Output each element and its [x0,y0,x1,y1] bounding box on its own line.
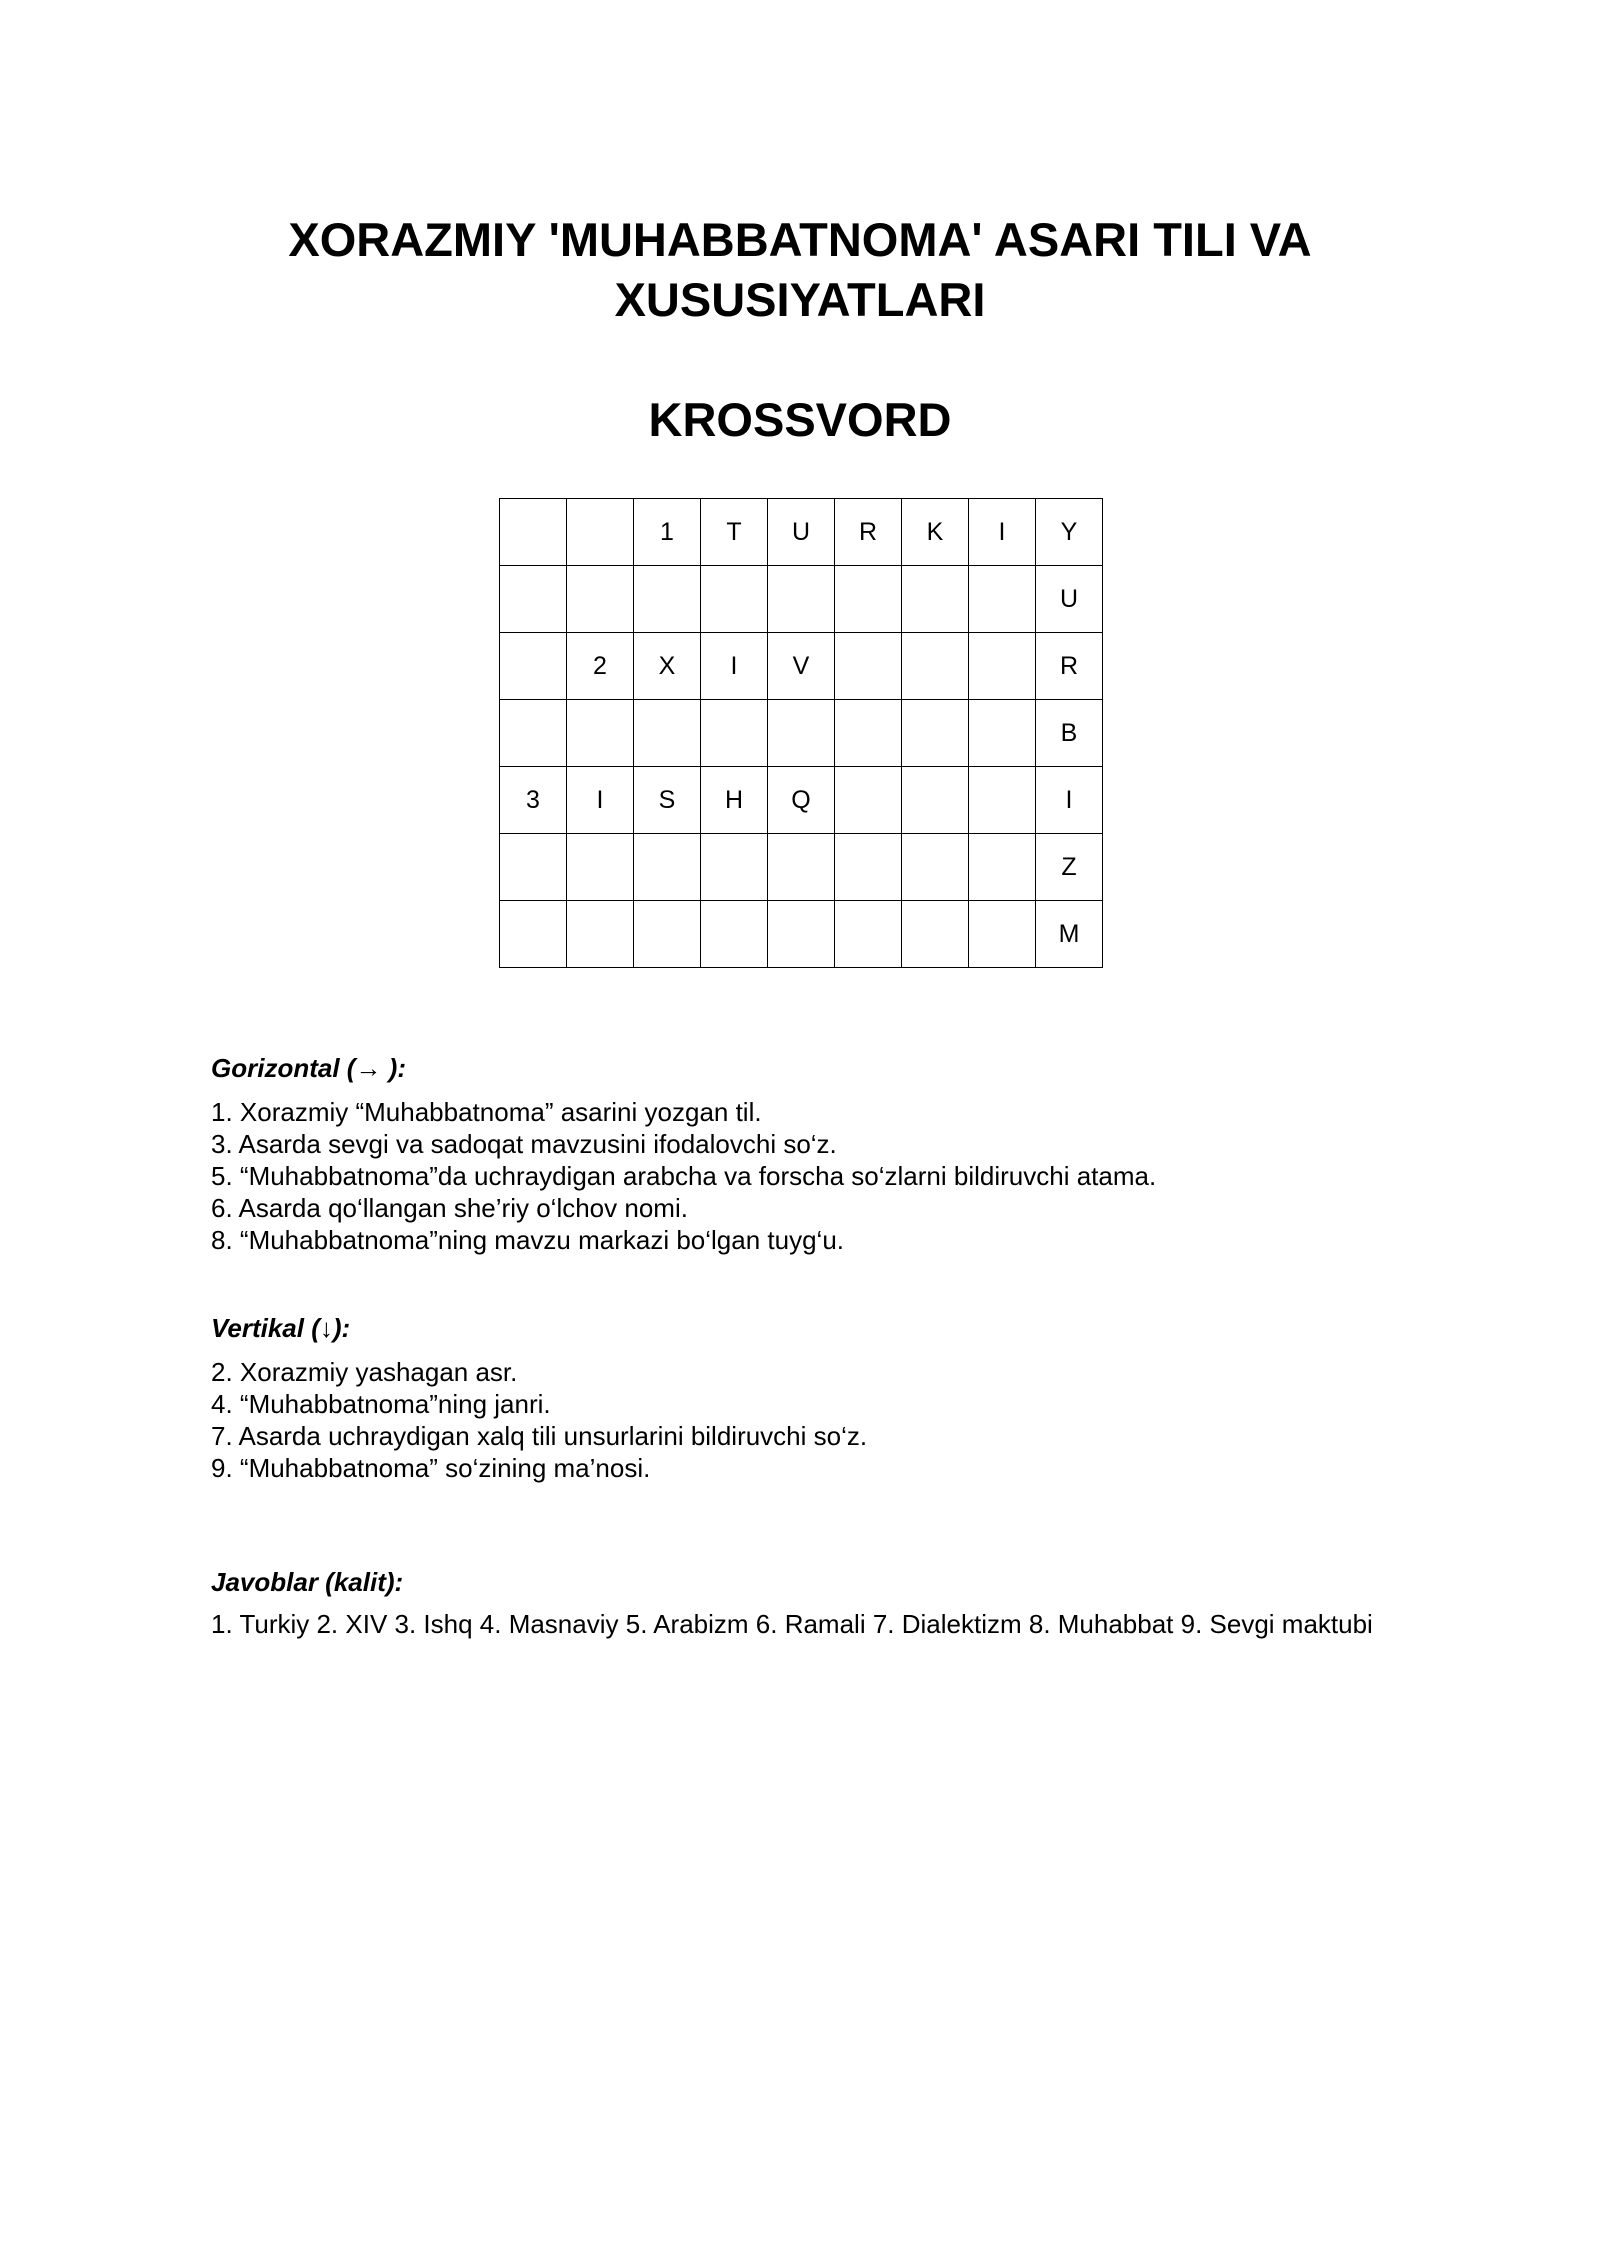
grid-cell [567,499,634,566]
grid-cell: I [701,633,768,700]
document-title: XORAZMIY 'MUHABBATNOMA' ASARI TILI VA XUSUSIYATLARI [288,213,1312,326]
grid-cell [701,566,768,633]
grid-row [500,633,1103,700]
grid-cell [902,901,969,968]
grid-row [500,901,1103,968]
grid-cell [567,566,634,633]
grid-cell: R [1036,633,1103,700]
grid-cell [835,901,902,968]
clue-item: 9. “Muhabbatnoma” so‘zining ma’nosi. [211,1453,651,1483]
grid-cell: X [634,633,701,700]
grid-cell [701,834,768,901]
grid-cell: I [567,767,634,834]
clue-item: 4. “Muhabbatnoma”ning janri. [211,1389,551,1419]
grid-cell [701,901,768,968]
grid-cell [969,566,1036,633]
grid-cell [634,834,701,901]
grid-cell: Q [768,767,835,834]
grid-cell [500,633,567,700]
crossword-grid [499,498,1103,968]
grid-cell [969,767,1036,834]
grid-cell: U [768,499,835,566]
grid-cell [902,700,969,767]
grid-row [500,566,1103,633]
grid-cell: K [902,499,969,566]
grid-row [500,700,1103,767]
grid-cell: I [1036,767,1103,834]
grid-cell: B [1036,700,1103,767]
grid-cell [835,566,902,633]
grid-cell [768,834,835,901]
grid-cell [835,700,902,767]
clue-item: 6. Asarda qo‘llangan she’riy o‘lchov nomi. [211,1193,688,1223]
grid-cell [902,767,969,834]
grid-cell [835,767,902,834]
grid-cell [500,901,567,968]
grid-cell [969,633,1036,700]
grid-cell [701,700,768,767]
grid-cell: H [701,767,768,834]
grid-cell [768,700,835,767]
grid-cell [969,834,1036,901]
grid-cell [567,834,634,901]
grid-cell [768,566,835,633]
clue-item: 2. Xorazmiy yashagan asr. [211,1357,518,1387]
grid-cell: R [835,499,902,566]
grid-cell [902,834,969,901]
crossword-grid-body [500,499,1103,968]
horizontal-heading: Gorizontal (→ ): [211,1053,406,1083]
vertical-heading: Vertikal (↓): [211,1313,351,1343]
grid-cell: 1 [634,499,701,566]
grid-cell [768,901,835,968]
grid-cell: S [634,767,701,834]
grid-cell [835,834,902,901]
clue-item: 3. Asarda sevgi va sadoqat mavzusini ifodalovchi so‘z. [211,1129,837,1159]
grid-cell [634,901,701,968]
grid-row [500,767,1103,834]
grid-cell [835,633,902,700]
grid-cell [567,700,634,767]
crossword-title: KROSSVORD [648,393,952,446]
grid-cell [902,633,969,700]
grid-cell [969,700,1036,767]
grid-cell: T [701,499,768,566]
grid-cell [500,834,567,901]
grid-cell: 2 [567,633,634,700]
horizontal-clue-list [211,1096,1156,1256]
clue-item: 8. “Muhabbatnoma”ning mavzu markazi bo‘lgan tuyg‘u. [211,1225,845,1255]
clue-item: 1. Xorazmiy “Muhabbatnoma” asarini yozgan til. [211,1097,762,1127]
grid-cell [634,700,701,767]
grid-cell: 3 [500,767,567,834]
clue-item: 5. “Muhabbatnoma”da uchraydigan arabcha va forscha so‘zlarni bildiruvchi atama. [211,1161,1157,1191]
grid-cell: Z [1036,834,1103,901]
grid-cell: I [969,499,1036,566]
grid-cell [969,901,1036,968]
grid-row [500,499,1103,566]
grid-cell: M [1036,901,1103,968]
grid-cell [500,566,567,633]
grid-cell: U [1036,566,1103,633]
grid-cell: Y [1036,499,1103,566]
vertical-clue-list [211,1356,867,1484]
grid-cell [634,566,701,633]
grid-cell [902,566,969,633]
clue-item: 7. Asarda uchraydigan xalq tili unsurlarini bildiruvchi so‘z. [211,1421,868,1451]
grid-cell: V [768,633,835,700]
grid-cell [567,901,634,968]
grid-cell [500,499,567,566]
grid-cell [500,700,567,767]
grid-row [500,834,1103,901]
answers-heading: Javoblar (kalit): [211,1567,404,1597]
answers-text: 1. Turkiy 2. XIV 3. Ishq 4. Masnaviy 5. Arabizm 6. Ramali 7. Dialektizm 8. Muhabbat 9. Sevgi maktubi [211,1609,1373,1639]
